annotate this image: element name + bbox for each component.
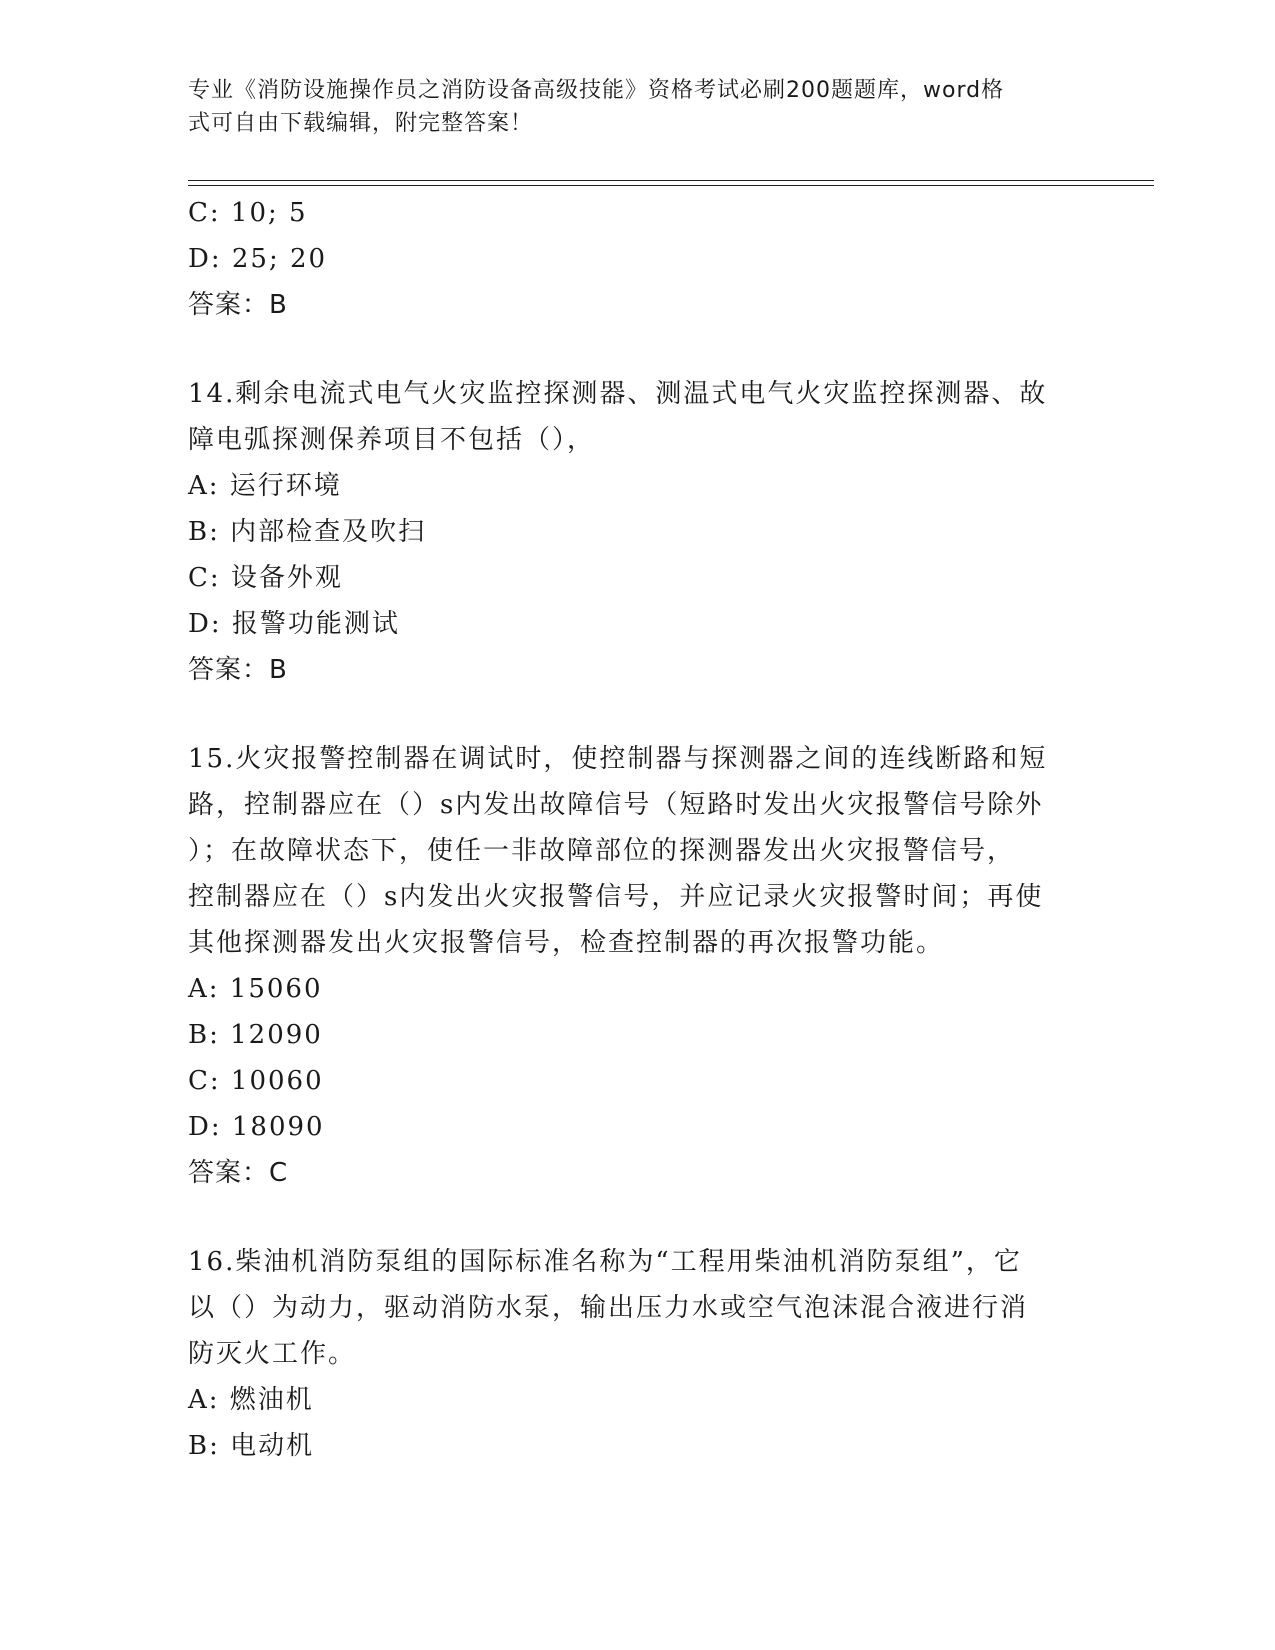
question-block-14 — [188, 371, 1088, 693]
question-text: 以（）为动力，驱动消防水泵，输出压力水或空气泡沫混合液进行消 — [188, 1293, 1029, 1323]
document-header — [188, 74, 1088, 140]
question-text: 防灭火工作。 — [188, 1339, 357, 1369]
header-divider — [188, 180, 1154, 181]
option-b: B: 内部检查及吹扫 — [188, 517, 427, 547]
question-text: 16.柴油机消防泵组的国际标准名称为“工程用柴油机消防泵组”，它 — [188, 1247, 1022, 1277]
header-line: 式可自由下载编辑，附完整答案！ — [188, 111, 534, 136]
question-text: 15.火灾报警控制器在调试时，使控制器与探测器之间的连线断路和短 — [188, 744, 1048, 774]
option-c: C: 10060 — [188, 1066, 324, 1096]
option-d: D: 18090 — [188, 1112, 325, 1142]
option-a: A: 燃油机 — [188, 1385, 314, 1415]
question-block-13-tail — [188, 190, 1088, 328]
question-text: 14.剩余电流式电气火灾监控探测器、测温式电气火灾监控探测器、故 — [188, 379, 1048, 409]
header-line: 专业《消防设施操作员之消防设备高级技能》资格考试必刷200题题库，word格 — [188, 78, 1005, 103]
answer-line: 答案：B — [188, 290, 288, 320]
answer-line: 答案：C — [188, 1158, 289, 1188]
option-a: A: 15060 — [188, 974, 323, 1004]
option-b: B: 电动机 — [188, 1431, 315, 1461]
question-block-15 — [188, 736, 1088, 1196]
option-c: C: 设备外观 — [188, 563, 343, 593]
header-divider — [188, 185, 1154, 186]
question-text: ）；在故障状态下，使任一非故障部位的探测器发出火灾报警信号， — [188, 836, 1016, 866]
option-d: D: 25; 20 — [188, 244, 328, 274]
option-d: D: 报警功能测试 — [188, 609, 400, 639]
question-text: 路，控制器应在（）s内发出故障信号（短路时发出火灾报警信号除外 — [188, 790, 1044, 820]
question-list — [188, 190, 1088, 1469]
question-text: 控制器应在（）s内发出火灾报警信号，并应记录火灾报警时间；再使 — [188, 882, 1044, 912]
question-text: 其他探测器发出火灾报警信号，检查控制器的再次报警功能。 — [188, 928, 945, 958]
answer-line: 答案：B — [188, 655, 288, 685]
question-block-16 — [188, 1239, 1088, 1469]
option-a: A: 运行环境 — [188, 471, 342, 501]
option-c: C: 10; 5 — [188, 198, 308, 228]
question-text: 障电弧探测保养项目不包括（）， — [188, 425, 596, 455]
option-b: B: 12090 — [188, 1020, 323, 1050]
